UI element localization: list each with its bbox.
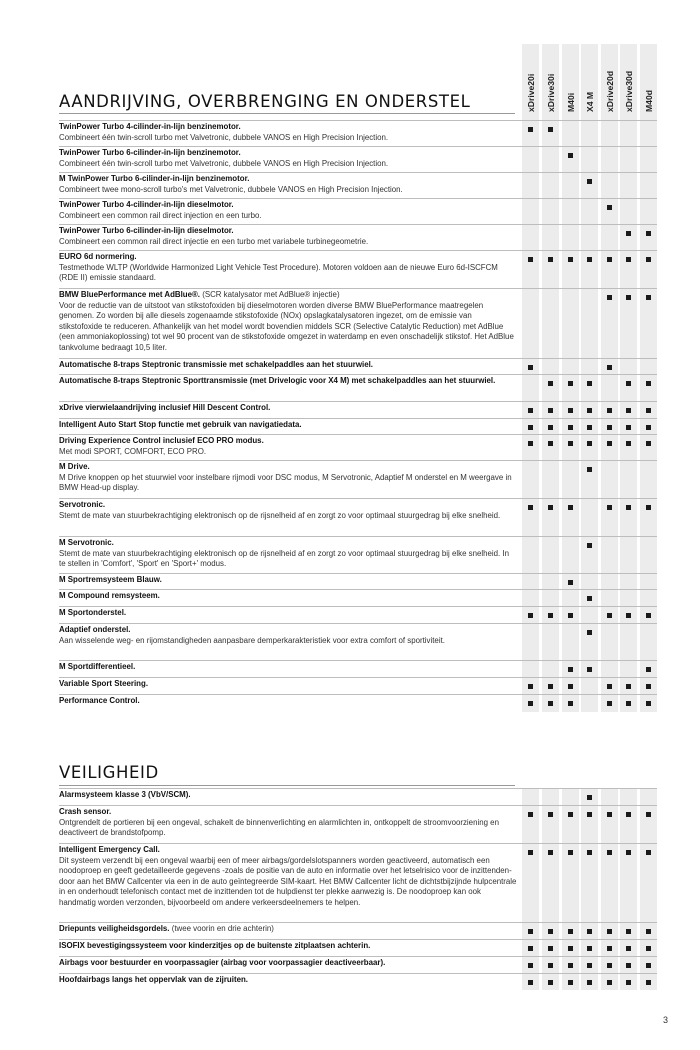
row-title: Performance Control.	[59, 696, 140, 705]
availability-mark-x4-m	[587, 596, 592, 601]
availability-mark-m40i	[568, 381, 573, 386]
table-row	[59, 922, 657, 940]
availability-mark-xdrive30i	[548, 408, 553, 413]
availability-mark-m40d	[646, 701, 651, 706]
availability-mark-xdrive20i	[528, 963, 533, 968]
availability-mark-x4-m	[587, 795, 592, 800]
row-description: Combineert een common rail direct injection en een turbo.	[59, 210, 262, 220]
column-header-label: xDrive30d	[624, 70, 634, 112]
table-row	[59, 401, 657, 419]
row-text	[59, 226, 517, 247]
availability-mark-m40i	[568, 613, 573, 618]
availability-mark-xdrive20d	[607, 425, 612, 430]
availability-mark-xdrive30i	[548, 425, 553, 430]
table-row	[59, 358, 657, 375]
availability-mark-m40d	[646, 812, 651, 817]
availability-mark-x4-m	[587, 257, 592, 262]
availability-mark-xdrive30d	[626, 684, 631, 689]
row-text	[59, 958, 517, 969]
row-title: Crash sensor.	[59, 807, 112, 816]
availability-mark-xdrive20d	[607, 408, 612, 413]
availability-mark-m40i	[568, 701, 573, 706]
availability-mark-xdrive30d	[626, 812, 631, 817]
availability-mark-xdrive30i	[548, 701, 553, 706]
availability-mark-xdrive20i	[528, 257, 533, 262]
availability-mark-xdrive30d	[626, 408, 631, 413]
table-row	[59, 606, 657, 624]
table-row	[59, 805, 657, 844]
row-text	[59, 608, 517, 619]
availability-mark-xdrive20i	[528, 684, 533, 689]
availability-mark-m40d	[646, 929, 651, 934]
row-text	[59, 403, 517, 414]
availability-mark-xdrive20i	[528, 127, 533, 132]
availability-mark-xdrive30d	[626, 257, 631, 262]
row-title: ISOFIX bevestigingssysteem voor kinderzitjes op de buitenste zitplaatsen achterin.	[59, 941, 371, 950]
column-header	[601, 44, 618, 114]
availability-mark-m40i	[568, 425, 573, 430]
row-title-note: (twee voorin en drie achterin)	[169, 924, 274, 933]
table-row	[59, 120, 657, 147]
table-row	[59, 973, 657, 991]
row-title: Alarmsysteem klasse 3 (VbV/SCM).	[59, 790, 191, 799]
availability-mark-xdrive20d	[607, 980, 612, 985]
row-title: Servotronic.	[59, 500, 106, 509]
row-title: M Sportremsysteem Blauw.	[59, 575, 162, 584]
row-description: Combineert twee mono-scroll turbo's met Valvetronic, dubbele VANOS en High Precision Injection.	[59, 184, 403, 194]
row-title: Driving Experience Control inclusief ECO PRO modus.	[59, 436, 264, 445]
column-header-label: X4 M	[585, 91, 595, 112]
availability-mark-m40d	[646, 441, 651, 446]
row-title: Airbags voor bestuurder en voorpassagier (airbag voor voorpassagier deactiveerbaar).	[59, 958, 386, 967]
row-description: Combineert één twin-scroll turbo met Valvetronic, dubbele VANOS en High Precision Injection.	[59, 132, 389, 142]
row-description: Stemt de mate van stuurbekrachtiging elektronisch op de rijsnelheid af en zorgt zo voor optimaal stuurgedrag bij elke snelheid. In te stellen in 'Comfort', 'Sport' en 'Sport+' modus.	[59, 548, 510, 569]
availability-mark-xdrive30d	[626, 929, 631, 934]
row-text	[59, 924, 517, 935]
availability-mark-m40d	[646, 425, 651, 430]
row-title: Adaptief onderstel.	[59, 625, 131, 634]
availability-mark-m40i	[568, 153, 573, 158]
column-header	[620, 44, 637, 114]
availability-mark-xdrive30i	[548, 505, 553, 510]
availability-mark-xdrive30d	[626, 980, 631, 985]
column-header	[522, 44, 539, 114]
availability-mark-xdrive20d	[607, 365, 612, 370]
availability-mark-xdrive20d	[607, 850, 612, 855]
row-description: Testmethode WLTP (Worldwide Harmonized Light Vehicle Test Procedure). Motoren voldoen aan de nieuwe Euro 6d-ISCFCM (RDE II) emissie standaard.	[59, 262, 498, 283]
row-text	[59, 436, 517, 457]
row-text	[59, 500, 517, 521]
row-title: EURO 6d normering.	[59, 252, 137, 261]
row-title: M Drive.	[59, 462, 90, 471]
row-text	[59, 462, 517, 494]
availability-mark-m40d	[646, 613, 651, 618]
row-title: xDrive vierwielaandrijving inclusief Hill Descent Control.	[59, 403, 271, 412]
availability-mark-m40i	[568, 408, 573, 413]
row-text	[59, 845, 517, 909]
availability-mark-xdrive20d	[607, 257, 612, 262]
page-number: 3	[662, 1015, 668, 1025]
row-text	[59, 200, 517, 221]
row-text	[59, 790, 517, 801]
availability-mark-xdrive30d	[626, 613, 631, 618]
availability-mark-m40i	[568, 441, 573, 446]
availability-mark-m40d	[646, 684, 651, 689]
row-description: Ontgrendelt de portieren bij een ongeval, schakelt de binnenverlichting en alarmlichten in, ontkoppelt de stroomvoorziening en deactiveert de brandstofpomp.	[59, 817, 499, 838]
availability-mark-x4-m	[587, 543, 592, 548]
availability-mark-xdrive30d	[626, 963, 631, 968]
availability-mark-m40i	[568, 684, 573, 689]
row-text	[59, 360, 517, 371]
row-title: Driepunts veiligheidsgordels.	[59, 924, 170, 933]
availability-mark-m40i	[568, 667, 573, 672]
availability-mark-m40i	[568, 963, 573, 968]
availability-mark-xdrive30d	[626, 505, 631, 510]
availability-mark-m40d	[646, 850, 651, 855]
availability-mark-x4-m	[587, 381, 592, 386]
availability-mark-x4-m	[587, 929, 592, 934]
availability-mark-x4-m	[587, 980, 592, 985]
row-title: Automatische 8-traps Steptronic Sporttransmissie (met Drivelogic voor X4 M) met schakelpaddles aan het stuurwiel.	[59, 376, 496, 385]
availability-mark-xdrive20d	[607, 295, 612, 300]
availability-mark-m40d	[646, 963, 651, 968]
row-text	[59, 174, 517, 195]
row-text	[59, 625, 517, 646]
row-title: Intelligent Emergency Call.	[59, 845, 160, 854]
availability-mark-xdrive20i	[528, 946, 533, 951]
availability-mark-xdrive20i	[528, 408, 533, 413]
availability-mark-xdrive20i	[528, 505, 533, 510]
row-description: Met modi SPORT, COMFORT, ECO PRO.	[59, 446, 207, 456]
availability-mark-x4-m	[587, 408, 592, 413]
availability-mark-m40i	[568, 580, 573, 585]
row-title: Intelligent Auto Start Stop functie met gebruik van navigatiedata.	[59, 420, 302, 429]
availability-mark-x4-m	[587, 946, 592, 951]
availability-mark-m40i	[568, 505, 573, 510]
row-title: TwinPower Turbo 4-cilinder-in-lijn dieselmotor.	[59, 200, 234, 209]
table-row	[59, 418, 657, 435]
table-row	[59, 498, 657, 537]
table-row	[59, 172, 657, 199]
table-row	[59, 250, 657, 289]
availability-mark-xdrive20i	[528, 425, 533, 430]
availability-mark-xdrive30d	[626, 381, 631, 386]
availability-mark-xdrive20d	[607, 701, 612, 706]
table-row	[59, 146, 657, 173]
section-title-drivetrain: AANDRIJVING, OVERBRENGING EN ONDERSTEL	[59, 92, 471, 111]
row-description: Combineert één twin-scroll turbo met Valvetronic, dubbele VANOS en High Precision Injection.	[59, 158, 389, 168]
availability-mark-xdrive30d	[626, 946, 631, 951]
row-text	[59, 290, 517, 354]
availability-mark-xdrive20i	[528, 613, 533, 618]
row-text	[59, 420, 517, 431]
availability-mark-xdrive30i	[548, 441, 553, 446]
row-title: M Sportonderstel.	[59, 608, 127, 617]
availability-mark-xdrive30i	[548, 980, 553, 985]
row-text	[59, 807, 517, 839]
availability-mark-x4-m	[587, 850, 592, 855]
availability-mark-m40i	[568, 946, 573, 951]
availability-mark-xdrive20d	[607, 812, 612, 817]
column-header-label: M40d	[644, 90, 654, 112]
row-description: Stemt de mate van stuurbekrachtiging elektronisch op de rijsnelheid af en zorgt zo voor optimaal stuurgedrag bij elke snelheid.	[59, 510, 501, 520]
row-title: M Sportdifferentieel.	[59, 662, 136, 671]
availability-mark-m40i	[568, 929, 573, 934]
availability-mark-xdrive30d	[626, 231, 631, 236]
availability-mark-m40i	[568, 980, 573, 985]
table-row	[59, 536, 657, 574]
availability-mark-m40i	[568, 850, 573, 855]
row-title: M Servotronic.	[59, 538, 114, 547]
availability-mark-xdrive30i	[548, 257, 553, 262]
column-header-label: xDrive30i	[546, 73, 556, 112]
availability-mark-xdrive20i	[528, 980, 533, 985]
row-text	[59, 696, 517, 707]
section-title-safety: VEILIGHEID	[59, 763, 159, 782]
availability-mark-xdrive30i	[548, 850, 553, 855]
column-header	[542, 44, 559, 114]
availability-mark-xdrive20d	[607, 205, 612, 210]
column-header-label: xDrive20i	[526, 73, 536, 112]
availability-mark-xdrive30d	[626, 425, 631, 430]
row-description: Combineert een common rail direct injectie en een turbo met variabele turbinegeometrie.	[59, 236, 369, 246]
table-row	[59, 788, 657, 806]
availability-mark-xdrive30i	[548, 963, 553, 968]
row-text	[59, 148, 517, 169]
row-title: M Compound remsysteem.	[59, 591, 160, 600]
row-text	[59, 941, 517, 952]
availability-mark-m40d	[646, 408, 651, 413]
row-title: Variable Sport Steering.	[59, 679, 149, 688]
row-title: Hoofdairbags langs het oppervlak van de zijruiten.	[59, 975, 248, 984]
availability-mark-xdrive20i	[528, 441, 533, 446]
column-header	[562, 44, 579, 114]
availability-mark-m40d	[646, 980, 651, 985]
row-description: Aan wisselende weg- en rijomstandigheden aanpasbare demperkarakteristiek voor extra comfort of sportiviteit.	[59, 635, 445, 645]
row-text	[59, 252, 517, 284]
table-row	[59, 374, 657, 402]
row-text	[59, 679, 517, 690]
availability-mark-xdrive20d	[607, 929, 612, 934]
row-title: BMW BluePerformance met AdBlue®.	[59, 290, 200, 299]
table-row	[59, 623, 657, 661]
availability-mark-xdrive30i	[548, 929, 553, 934]
availability-mark-xdrive30i	[548, 946, 553, 951]
row-description: Dit systeem verzendt bij een ongeval waarbij een of meer airbags/gordelslotspanners worden geactiveerd, automatisch een noodoproep en geeft gedetailleerde gegevens -zoals de positie van de auto en informatie over het letselrisico voor de inzittenden- door aan het BMW Callcenter via een in de auto geïntegreerde SIM-kaart. Het BMW Callcenter licht de dichtstbijzijnde hulpcentrale in en onderhoudt telefonisch contact met de inzittenden tot de hulpdienst ter plekke aanwezig is. De noodoproep kan ook handmatig worden verzonden, bijvoorbeeld om andere verkeersdeelnemers te helpen.	[59, 855, 517, 907]
availability-mark-xdrive20i	[528, 365, 533, 370]
availability-mark-x4-m	[587, 467, 592, 472]
availability-mark-xdrive30d	[626, 295, 631, 300]
availability-mark-xdrive30i	[548, 812, 553, 817]
availability-mark-m40d	[646, 505, 651, 510]
row-text	[59, 662, 517, 673]
row-title: TwinPower Turbo 6-cilinder-in-lijn dieselmotor.	[59, 226, 234, 235]
availability-mark-m40d	[646, 231, 651, 236]
availability-mark-m40d	[646, 257, 651, 262]
availability-mark-x4-m	[587, 812, 592, 817]
availability-mark-xdrive20d	[607, 441, 612, 446]
availability-mark-xdrive20d	[607, 963, 612, 968]
availability-mark-m40i	[568, 812, 573, 817]
row-title: Automatische 8-traps Steptronic transmissie met schakelpaddles aan het stuurwiel.	[59, 360, 373, 369]
availability-mark-xdrive20d	[607, 613, 612, 618]
table-row	[59, 589, 657, 607]
availability-mark-m40i	[568, 257, 573, 262]
availability-mark-x4-m	[587, 441, 592, 446]
table-row	[59, 939, 657, 957]
availability-mark-x4-m	[587, 425, 592, 430]
row-text	[59, 376, 517, 387]
column-header-label: xDrive20d	[605, 70, 615, 112]
availability-mark-xdrive20i	[528, 929, 533, 934]
availability-mark-m40d	[646, 381, 651, 386]
availability-mark-xdrive30i	[548, 684, 553, 689]
row-description: M Drive knoppen op het stuurwiel voor instelbare rijmodi voor DSC modus, M Servotronic, Adaptief M onderstel en M weergave in BMW Head-up display.	[59, 472, 512, 493]
row-title-note: (SCR katalysator met AdBlue® injectie)	[200, 290, 340, 299]
availability-mark-xdrive30d	[626, 701, 631, 706]
availability-mark-xdrive20i	[528, 701, 533, 706]
row-text	[59, 975, 517, 986]
table-row	[59, 434, 657, 461]
availability-mark-xdrive30i	[548, 613, 553, 618]
availability-mark-m40d	[646, 295, 651, 300]
table-row	[59, 956, 657, 974]
section-title-rule	[59, 785, 515, 786]
table-row	[59, 677, 657, 695]
row-description: Voor de reductie van de uitstoot van stikstofoxiden bij dieselmotoren worden diverse BMW BluePerformance maatregelen genomen. Zo worden bij alle diesels zogenaamde stikstofoxide (NOx) opslagkatalysatoren ingezet, om de emissie van stikstofoxide te reduceren. Afhankelijk van het model wordt bovendien middels SCR (Selective Catalytic Reduction) met AdBlue (een ammoniakoplossing) tot wel 90 procent van de stikstofoxide omgezet in waterdamp en even onschadelijk stikstof. Het AdBlue tankvolume bedraagt 10,5 liter.	[59, 300, 514, 352]
availability-mark-xdrive30i	[548, 381, 553, 386]
availability-mark-x4-m	[587, 630, 592, 635]
column-header-label: M40i	[566, 92, 576, 112]
availability-mark-x4-m	[587, 963, 592, 968]
availability-mark-x4-m	[587, 667, 592, 672]
column-header	[640, 44, 657, 114]
row-title: TwinPower Turbo 4-cilinder-in-lijn benzinemotor.	[59, 122, 241, 131]
availability-mark-xdrive30i	[548, 127, 553, 132]
table-row	[59, 198, 657, 225]
section-title-rule	[59, 113, 515, 114]
table-row	[59, 288, 657, 359]
table-row	[59, 694, 657, 713]
table-row	[59, 843, 657, 923]
column-header	[581, 44, 598, 114]
row-title: TwinPower Turbo 6-cilinder-in-lijn benzinemotor.	[59, 148, 241, 157]
row-text	[59, 538, 517, 570]
table-row	[59, 573, 657, 590]
table-row	[59, 460, 657, 499]
availability-mark-x4-m	[587, 179, 592, 184]
row-title: M TwinPower Turbo 6-cilinder-in-lijn benzinemotor.	[59, 174, 250, 183]
table-row	[59, 660, 657, 678]
row-text	[59, 591, 517, 602]
availability-mark-m40d	[646, 946, 651, 951]
availability-mark-xdrive20d	[607, 946, 612, 951]
availability-mark-xdrive30d	[626, 850, 631, 855]
row-text	[59, 575, 517, 586]
availability-mark-xdrive20d	[607, 505, 612, 510]
availability-mark-m40d	[646, 667, 651, 672]
availability-mark-xdrive30d	[626, 441, 631, 446]
availability-mark-xdrive20i	[528, 850, 533, 855]
table-row	[59, 224, 657, 251]
row-text	[59, 122, 517, 143]
availability-mark-xdrive20i	[528, 812, 533, 817]
availability-mark-xdrive20d	[607, 684, 612, 689]
